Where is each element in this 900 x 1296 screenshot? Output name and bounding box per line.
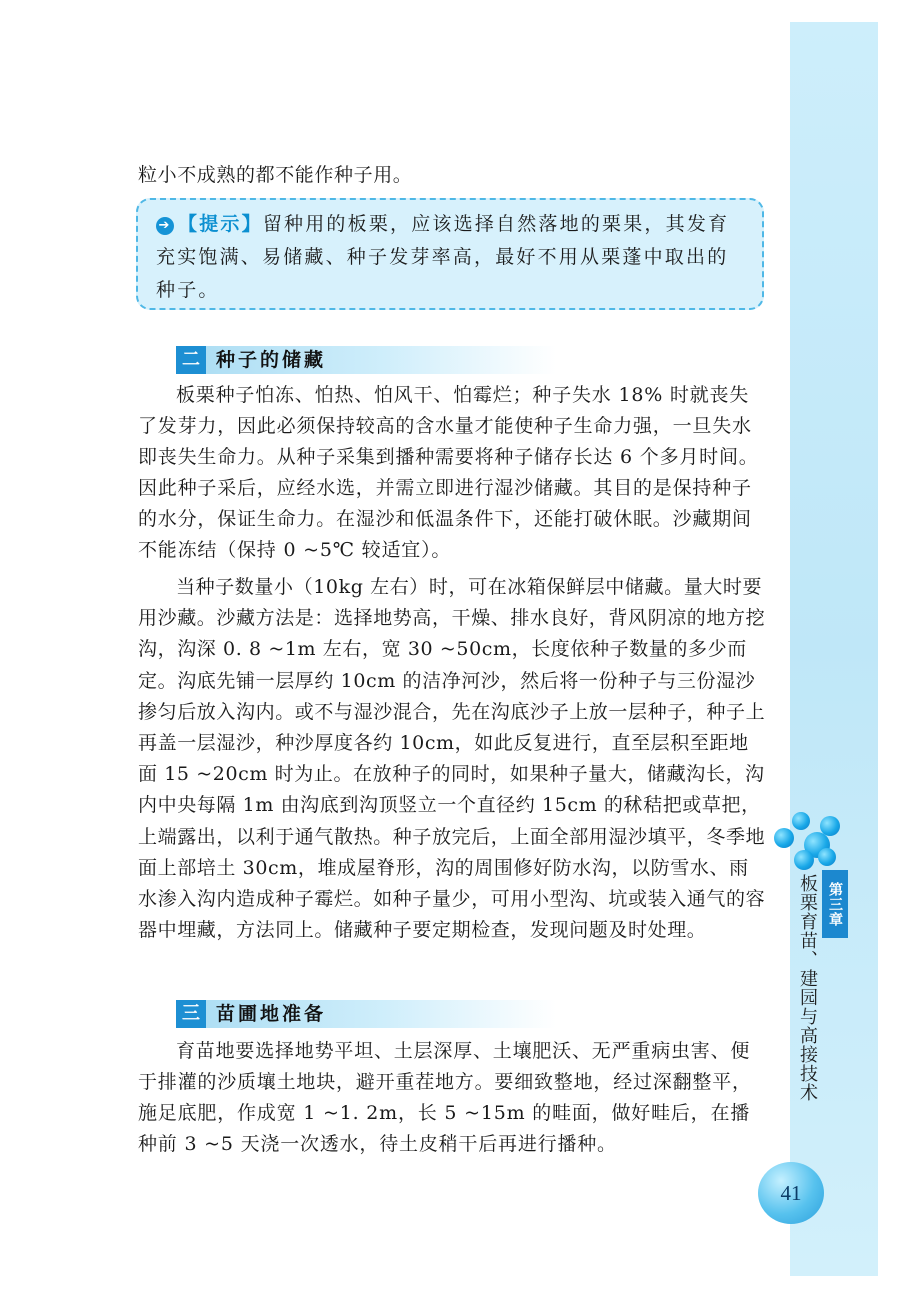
section-2-number: 二 (176, 346, 206, 374)
tip-box (136, 198, 764, 310)
section-2-paragraph-1: 板栗种子怕冻、怕热、怕风干、怕霉烂；种子失水 18% 时就丧失了发芽力，因此必须保持较高的含水量才能使种子生命力强，一旦失水即丧失生命力。从种子采集到播种需要将种子储存长达 6 个多月时间。因此种子采后，应经水选，并需立即进行湿沙储藏。其目的是保持种子的水分，保证生命力。在湿沙和低温条件下，还能打破休眠。沙藏期间不能冻结（保持 0 ~5℃ 较适宜）。 (138, 384, 759, 561)
tip-text: 留种用的板栗，应该选择自然落地的栗果，其发育充实饱满、易储藏、种子发芽率高，最好不用从栗蓬中取出的种子。 (156, 213, 730, 301)
section-2-heading (176, 346, 556, 374)
section-3-heading (176, 1000, 556, 1028)
section-3-number: 三 (176, 1000, 206, 1028)
section-3-paragraph-1: 育苗地要选择地势平坦、土层深厚、土壤肥沃、无严重病虫害、便于排灌的沙质壤土地块，避开重茬地方。要细致整地，经过深翻整平，施足底肥，作成宽 1 ~1. 2m，长 5 ~15m 的畦面，做好畦后，在播种前 3 ~5 天浇一次透水，待土皮稍干后再进行播种。 (138, 1040, 752, 1155)
chapter-tag: 第三章 (822, 870, 848, 938)
decorative-bubbles (774, 806, 844, 876)
tip-label: 【提示】 (178, 213, 263, 235)
section-3-title: 苗圃地准备 (216, 1003, 327, 1025)
section-2-paragraph-2: 当种子数量小（10kg 左右）时，可在冰箱保鲜层中储藏。量大时要用沙藏。沙藏方法是：选择地势高，干燥、排水良好，背风阴凉的地方挖沟，沟深 0. 8 ~1m 左右，宽 30 ~50cm，长度依种子数量的多少而定。沟底先铺一层厚约 10cm 的洁净河沙，然后将一份种子与三份湿沙掺匀后放入沟内。或不与湿沙混合，先在沟底沙子上放一层种子，种子上再盖一层湿沙，种沙厚度各约 10cm，如此反复进行，直至层积至距地面 15 ~20cm 时为止。在放种子的同时，如果种子量大，储藏沟长，沟内中央每隔 1m 由沟底到沟顶竖立一个直径约 15cm 的秫秸把或草把，上端露出，以利于通气散热。种子放完后，上面全部用湿沙填平，冬季地面上部培土 30cm，堆成屋脊形，沟的周围修好防水沟，以防雪水、雨水渗入沟内造成种子霉烂。如种子量少，可用小型沟、坑或装入通气的容器中埋藏，方法同上。储藏种子要定期检查，发现问题及时处理。 (138, 576, 766, 942)
arrow-right-icon: ➔ (156, 217, 174, 235)
chapter-title: 板栗育苗、建园与高接技术 (797, 874, 818, 1102)
page-number: 41 (758, 1162, 824, 1224)
top-line: 粒小不成熟的都不能作种子用。 (138, 164, 413, 186)
section-2-title: 种子的储藏 (216, 349, 327, 371)
